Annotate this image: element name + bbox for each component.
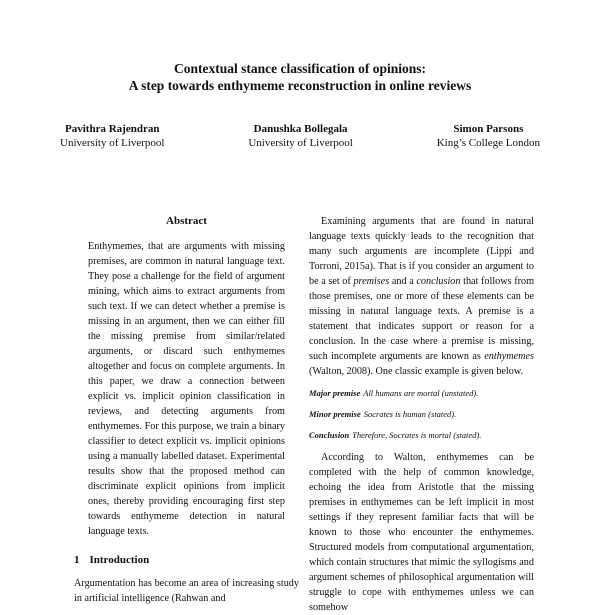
text-run: that follows from those premises, one or more of these elements can be missing in natural language texts. A premise is a statement that indicates support or reason for a conclusion. In the case where a premise is missing, such incomplete arguments are known as xyxy=(309,276,534,362)
author-2 xyxy=(248,122,352,150)
title-block xyxy=(0,60,600,94)
left-column xyxy=(74,214,299,606)
term-premises: premises xyxy=(353,276,390,287)
right-column xyxy=(309,214,534,615)
text-run: and a xyxy=(389,276,417,287)
section-number: 1 xyxy=(74,554,80,566)
example-text: All humans are mortal (unstated). xyxy=(363,388,479,398)
example-label: Major premise xyxy=(309,388,361,398)
section-title: Introduction xyxy=(89,554,150,566)
author-affiliation: University of Liverpool xyxy=(248,137,353,149)
abstract xyxy=(74,214,299,539)
abstract-text: Enthymemes, that are arguments with missing premises, are common in natural language text. They pose a challenge for the field of argument mining, which aims to extract arguments from such text. If we can detect whether a premise is missing in an argument, then we can either fill the missing premise from similar/related arguments, or discard such enthymemes altogether and focus on complete arguments. In this paper, we draw a connection between explicit vs. implicit opinion classification in reviews, and detecting arguments from enthymemes. For this purpose, we train a binary classifier to detect explicit vs. implicit opinions using a manually labelled dataset. Experimental results show that the proposed method can discriminate explicit opinions from implicit ones, thereby providing encouraging first step towards enthymeme detection in natural language texts. xyxy=(88,241,285,537)
abstract-heading: Abstract xyxy=(166,215,207,227)
intro-paragraph: Argumentation has become an area of increasing study in artificial intelligence (Rahwan and xyxy=(74,578,299,604)
example-text: Therefore, Socrates is mortal (stated). xyxy=(352,430,482,440)
paragraph-walton: According to Walton, enthymemes can be completed with the help of common knowledge, echoing the idea from Aristotle that the missing premises in enthymemes can be left implicit in most settings if they represent familiar facts that will be known to those who encounter the enthymemes. Structured models from computational argumentation, which contain structures that mimic the syllogisms and argument schemes of philosophical argumentation will struggle to cope with enthymemes unless we can somehow xyxy=(309,452,534,613)
author-affiliation: University of Liverpool xyxy=(60,137,165,149)
example-conclusion xyxy=(309,429,534,441)
example-label: Minor premise xyxy=(309,409,361,419)
author-name: Danushka Bollegala xyxy=(253,123,348,135)
example-text: Socrates is human (stated). xyxy=(363,409,457,419)
term-enthymemes: enthymemes xyxy=(484,351,534,362)
author-name: Simon Parsons xyxy=(453,123,524,135)
example-minor-premise xyxy=(309,408,534,420)
term-conclusion: conclusion xyxy=(416,276,461,287)
author-1 xyxy=(60,122,164,150)
section-heading-introduction xyxy=(74,553,299,568)
text-run: (Walton, 2008). One classic example is given below. xyxy=(309,366,524,377)
paper-title-line1: Contextual stance classification of opinions: xyxy=(173,61,426,76)
example-major-premise xyxy=(309,387,534,399)
author-name: Pavithra Rajendran xyxy=(65,123,160,135)
author-3 xyxy=(437,122,540,150)
paper-title-line2: A step towards enthymeme reconstruction in online reviews xyxy=(128,78,472,93)
example-label: Conclusion xyxy=(309,430,350,440)
paragraph-enthymemes xyxy=(309,214,534,379)
author-list xyxy=(60,122,540,150)
text-run: Examining arguments that are found in natural language texts quickly leads to the recognition that many such arguments are incomplete (Lippi and Torroni, 2015a). That is if you consider an argument to be a set of xyxy=(309,216,534,287)
author-affiliation: King’s College London xyxy=(436,137,540,149)
